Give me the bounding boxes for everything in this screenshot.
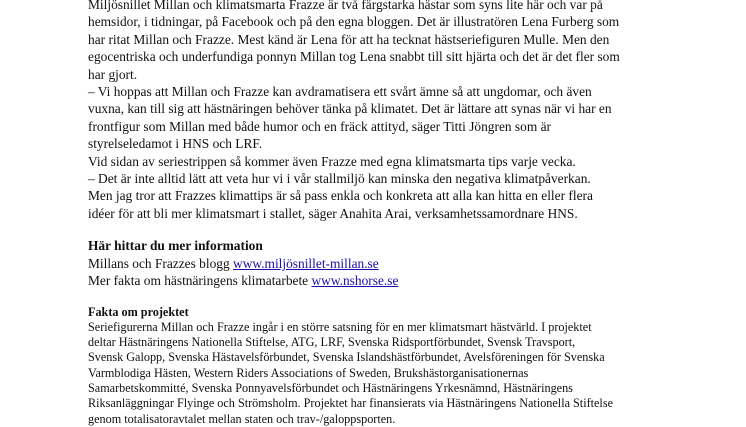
intro-line: Vid sidan av seriestrippen så kommer även Frazze med egna klimatsmarta tips varje vecka. — [88, 153, 576, 169]
document-page — [88, 0, 688, 427]
intro-line: har ritat Millan och Frazze. Mest känd är Lena för att ha tecknat hästseriefiguren Mulle. Men den — [88, 31, 610, 47]
quote-line: vuxna, kan till sig att hästnäringen behöver tänka på klimatet. Det är lättare att synas när vi har en — [88, 101, 612, 117]
project-line: genom totalisatoravtalet mellan staten och trav-/galoppsporten. — [88, 411, 396, 426]
intro-line: hemsidor, i tidningar, på Facebook och på den egna bloggen. Det är illustratören Lena Furberg som — [88, 14, 620, 30]
facts-prefix: Mer fakta om hästnäringens klimatarbete — [88, 273, 312, 289]
more-info-heading: Här hittar du mer information — [88, 238, 263, 254]
project-line: Svensk Galopp, Svenska Hästavelsförbundet, Svenska Islandshästförbundet, Avelsföreningen för Svenska — [88, 350, 605, 365]
intro-paragraph — [88, 0, 688, 222]
blog-prefix: Millans och Frazzes blogg — [88, 255, 234, 271]
project-line: Samarbetskommitté, Svenska Ponnyavelsförbundet och Hästnäringens Yrkesnämnd, Hästnäringens — [88, 380, 573, 395]
project-line: Varmblodiga Hästen, Western Riders Associations of Sweden, Brukshästorganisationernas — [88, 365, 529, 380]
intro-line: egocentriska och underfundiga ponnyn Millan tog Lena snabbt till sitt hjärta och det är det fler som — [88, 49, 620, 65]
spacer — [88, 290, 688, 305]
intro-line: Miljösnillet Millan och klimatsmarta Frazze är två färgstarka hästar som syns lite här och var på — [88, 0, 603, 12]
project-heading: Fakta om projektet — [88, 304, 189, 319]
more-info-section — [88, 237, 688, 289]
quote-line: idéer för att bli mer klimatsmart i stallet, säger Anahita Arai, verksamhetssamordnare HNS. — [88, 205, 578, 221]
project-section — [88, 305, 688, 427]
project-line: Seriefigurerna Millan och Frazze ingår i en större satsning för en mer klimatsmart hästvärld. I projektet — [88, 319, 592, 334]
quote-line: Men jag tror att Frazzes klimattips är så pass enkla och konkreta att alla kan hitta en eller flera — [88, 188, 593, 204]
facts-link[interactable]: www.nshorse.se — [311, 273, 399, 289]
quote-line: styrelseledamot i HNS och LRF. — [88, 136, 263, 152]
facts-line — [88, 272, 688, 289]
intro-line: har gjort. — [88, 66, 138, 82]
project-line: deltar Hästnäringens Nationella Stiftelse, ATG, LRF, Svenska Ridsportförbundet, Svensk Travsport, — [88, 335, 576, 350]
quote-line: – Vi hoppas att Millan och Frazze kan avdramatisera ett svårt ämne så att ungdomar, och även — [88, 84, 592, 100]
project-line: Riksanläggningar Flyinge och Strömsholm. Projektet har finansierats via Hästnäringens Nationella Stiftelse — [88, 396, 613, 411]
blog-line — [88, 255, 688, 272]
blog-link[interactable]: www.miljösnillet-millan.se — [233, 255, 379, 271]
spacer — [88, 222, 688, 237]
quote-line: frontfigur som Millan med både humor och en fräck attityd, säger Titti Jöngren som är — [88, 118, 552, 134]
quote-line: – Det är inte alltid lätt att veta hur vi i vår stallmiljö kan minska den negativa klimatpåverkan. — [88, 171, 591, 187]
